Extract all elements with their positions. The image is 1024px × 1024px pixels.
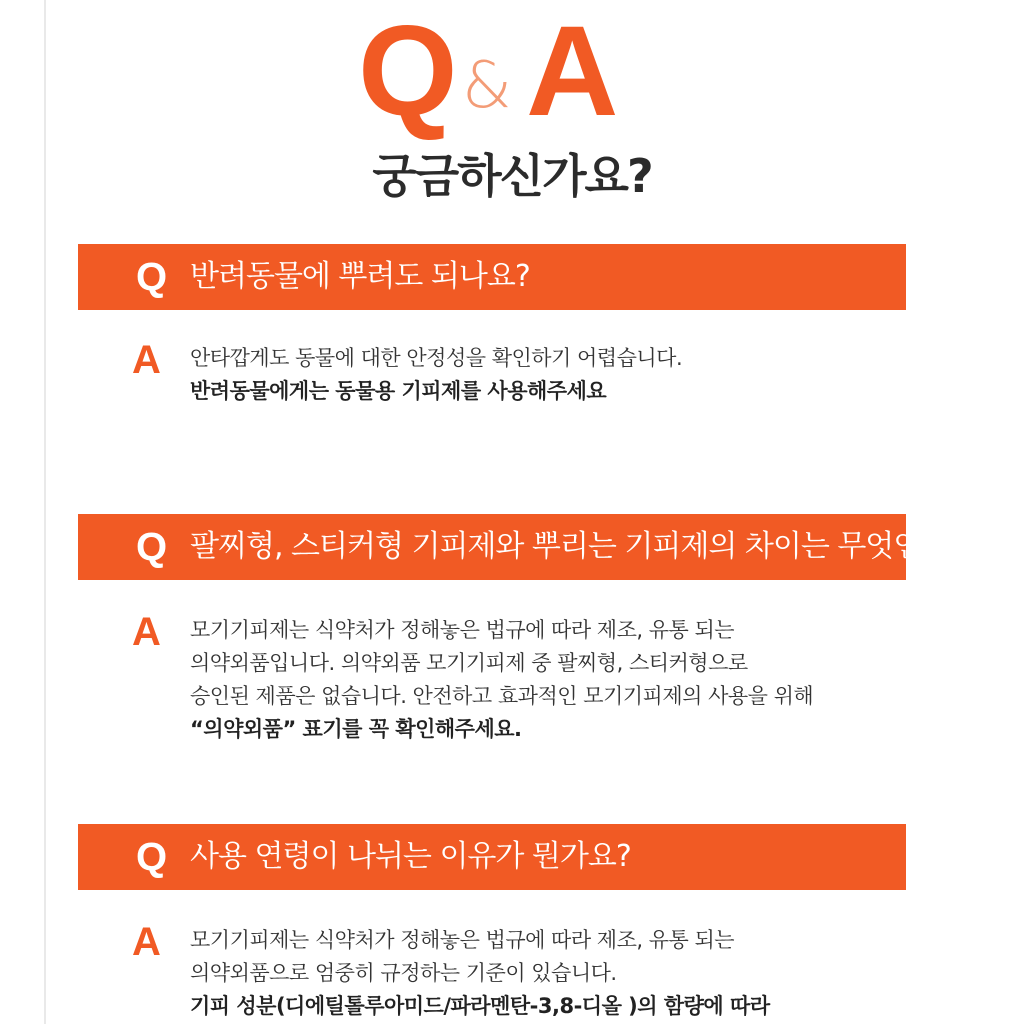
answer-line: 모기기피제는 식약처가 정해놓은 법규에 따라 제조, 유통 되는 (190, 928, 735, 952)
question-mark-icon: Q (136, 525, 168, 569)
answer-mark-icon: A (132, 920, 161, 964)
answer-line: 의약외품으로 엄중히 규정하는 기준이 있습니다. (190, 961, 617, 985)
answer-line: 모기기피제는 식약처가 정해놓은 법규에 따라 제조, 유통 되는 (190, 618, 735, 642)
answer-line-emphasis: 기피 성분(디에틸톨루아미드/파라멘탄-3,8-디올 )의 함량에 따라 (190, 994, 770, 1018)
question-text: 팔찌형, 스티커형 기피제와 뿌리는 기피제의 차이는 무엇인가요? (190, 529, 993, 564)
answer-line-emphasis: “의약외품” 표기를 꼭 확인해주세요. (190, 717, 522, 741)
question-bar-2 (78, 514, 993, 580)
question-mark-icon: Q (136, 835, 168, 879)
answer-mark-icon: A (132, 610, 161, 654)
qa-logo (358, 0, 658, 143)
question-bar-1 (78, 244, 906, 310)
logo-ampersand: & (462, 49, 512, 123)
header (0, 0, 1024, 230)
answer-line: 의약외품입니다. 의약외품 모기기피제 중 팔찌형, 스티커형으로 (190, 651, 748, 675)
question-mark-icon: Q (136, 255, 168, 299)
question-bar-3 (78, 824, 906, 890)
logo-a-letter: A (526, 0, 619, 143)
question-text: 사용 연령이 나뉘는 이유가 뭔가요? (190, 839, 631, 874)
answer-line: 승인된 제품은 없습니다. 안전하고 효과적인 모기기피제의 사용을 위해 (190, 684, 814, 708)
answer-line-emphasis: 반려동물에게는 동물용 기피제를 사용해주세요 (190, 379, 607, 403)
answer-line: 안타깝게도 동물에 대한 안정성을 확인하기 어렵습니다. (190, 346, 683, 370)
question-text: 반려동물에 뿌려도 되나요? (190, 259, 530, 294)
answer-mark-icon: A (132, 338, 161, 382)
page-subtitle: 궁금하신가요? (372, 149, 652, 203)
logo-q-letter: Q (358, 0, 456, 143)
